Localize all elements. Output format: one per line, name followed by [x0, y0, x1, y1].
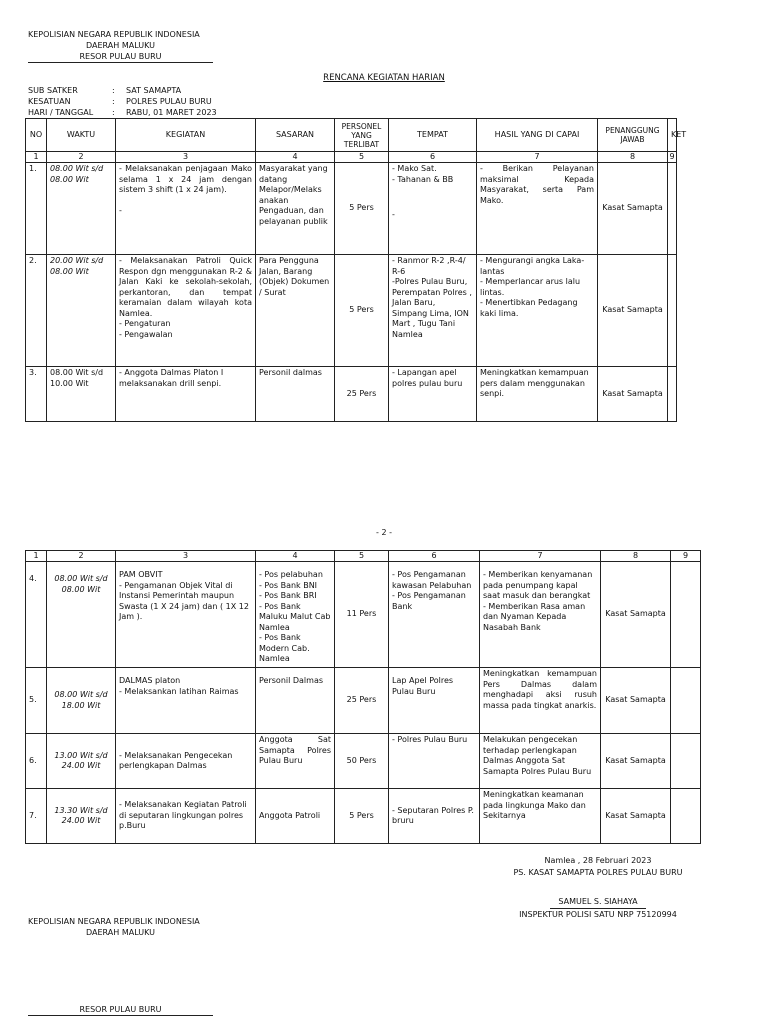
table-row [26, 163, 677, 255]
row-no: 6. [26, 734, 47, 789]
meta-value: POLRES PULAU BURU [126, 97, 212, 106]
signature-block [508, 855, 688, 921]
row-waktu: 08.00 Wit s/d 10.00 Wit [47, 367, 116, 422]
meta-value: SAT SAMAPTA [126, 86, 182, 95]
table-row [26, 734, 701, 789]
signature-position: PS. KASAT SAMAPTA POLRES PULAU BURU [513, 868, 683, 877]
row-sasaran: Personil Dalmas [256, 668, 335, 734]
column-number: 9 [671, 551, 701, 562]
meta-sep: : [112, 108, 115, 117]
letterhead-line1: KEPOLISIAN NEGARA REPUBLIK INDONESIA [28, 30, 200, 39]
page-number: - 2 - [376, 528, 392, 537]
meta-sep: : [112, 97, 115, 106]
document-title: RENCANA KEGIATAN HARIAN [323, 73, 445, 83]
col-header: WAKTU [47, 119, 116, 152]
row-ket [668, 255, 677, 367]
table-header-row [26, 119, 677, 152]
row-kegiatan: - Melaksanakan Kegiatan Patroli di seputaran lingkungan polres p.Buru [116, 789, 256, 844]
row-waktu: 08.00 Wit s/d 18.00 Wit [47, 668, 116, 734]
row-personel: 25 Pers [335, 668, 389, 734]
meta-sep: : [112, 86, 115, 95]
col-header: SASARAN [256, 119, 335, 152]
row-kegiatan: - Melaksanakan Pengecekan perlengkapan Dalmas [116, 734, 256, 789]
row-pj: Kasat Samapta [601, 562, 671, 668]
column-number: 6 [389, 152, 477, 163]
row-waktu: 20.00 Wit s/d 08.00 Wit [47, 255, 116, 367]
column-number: 9 [669, 152, 675, 161]
table-row [26, 562, 701, 668]
footer-line1: KEPOLISIAN NEGARA REPUBLIK INDONESIA [28, 917, 200, 926]
row-no: 5. [26, 668, 47, 734]
column-number: 7 [480, 551, 601, 562]
col-header: KEGIATAN [116, 119, 256, 152]
row-sasaran: Anggota Sat Samapta Polres Pulau Buru [256, 734, 335, 789]
column-number: 2 [47, 152, 116, 163]
row-pj: Kasat Samapta [601, 789, 671, 844]
column-number: 8 [601, 551, 671, 562]
row-no: 4. [26, 562, 47, 668]
column-number: 3 [116, 152, 256, 163]
row-no: 3. [26, 367, 47, 422]
row-hasil: - Memberikan kenyamanan pada penumpang kapal saat masuk dan berangkat - Memberikan Rasa aman dan Nyaman Kepada Nasabah Bank [480, 562, 601, 668]
row-tempat: - Seputaran Polres P. bruru [389, 789, 480, 844]
row-waktu: 08.00 Wit s/d 08.00 Wit [47, 163, 116, 255]
row-personel: 50 Pers [335, 734, 389, 789]
row-ket [671, 562, 701, 668]
table-row [26, 367, 677, 422]
document-meta [28, 85, 217, 118]
row-waktu: 13.30 Wit s/d 24.00 Wit [47, 789, 116, 844]
meta-key: KESATUAN [28, 97, 71, 106]
row-ket [671, 789, 701, 844]
row-pj: Kasat Samapta [598, 255, 668, 367]
table-row [26, 255, 677, 367]
row-tempat: - Ranmor R-2 ,R-4/ R-6 -Polres Pulau Buru, Perempatan Polres , Jalan Baru, Simpang Lima, ION Mart , Tugu Tani Namlea [389, 255, 477, 367]
col-header: NO [26, 119, 47, 152]
column-number: 1 [26, 551, 47, 562]
column-number: 1 [26, 152, 47, 163]
column-number-row [26, 152, 677, 163]
row-personel: 11 Pers [335, 562, 389, 668]
row-hasil: Melakukan pengecekan terhadap perlengkapan Dalmas Anggota Sat Samapta Polres Pulau Buru [480, 734, 601, 789]
row-kegiatan: - Anggota Dalmas Platon I melaksanakan drill senpi. [116, 367, 256, 422]
signature-rank: INSPEKTUR POLISI SATU NRP 75120994 [519, 910, 677, 919]
col-header: TEMPAT [389, 119, 477, 152]
row-tempat: - Mako Sat. - Tahanan & BB - [389, 163, 477, 255]
row-tempat: - Polres Pulau Buru [389, 734, 480, 789]
column-number: 8 [598, 152, 668, 163]
row-hasil: - Berikan Pelayanan maksimal Kepada Masyarakat, serta Pam Mako. [477, 163, 598, 255]
letterhead [28, 29, 213, 63]
column-number: 6 [389, 551, 480, 562]
meta-key: SUB SATKER [28, 86, 78, 95]
row-no: 1. [26, 163, 47, 255]
letterhead-line3: RESOR PULAU BURU [28, 51, 213, 63]
row-hasil: - Mengurangi angka Laka-lantas - Memperlancar arus lalu lintas. - Menertibkan Pedagang kaki lima. [477, 255, 598, 367]
row-sasaran: Anggota Patroli [256, 789, 335, 844]
signature-place-date: Namlea , 28 Februari 2023 [544, 856, 652, 865]
row-ket [668, 163, 677, 255]
row-ket [671, 668, 701, 734]
row-kegiatan: - Melaksanakan penjagaan Mako selama 1 x 24 jam dengan sistem 3 shift (1 x 24 jam). - [116, 163, 256, 255]
row-kegiatan: PAM OBVIT - Pengamanan Objek Vital di Instansi Pemerintah maupun Swasta (1 X 24 jam) dan ( 1X 12 Jam ). [116, 562, 256, 668]
row-personel: 25 Pers [335, 367, 389, 422]
row-sasaran: Personil dalmas [256, 367, 335, 422]
column-number: 5 [335, 551, 389, 562]
row-personel: 5 Pers [335, 163, 389, 255]
table-row [26, 789, 701, 844]
row-tempat: - Pos Pengamanan kawasan Pelabuhan - Pos Pengamanan Bank [389, 562, 480, 668]
column-number: 5 [335, 152, 389, 163]
col-header: KET [668, 119, 677, 152]
row-pj: Kasat Samapta [601, 734, 671, 789]
signature-name: SAMUEL S. SIAHAYA [550, 896, 645, 909]
column-number-row [26, 551, 701, 562]
row-hasil: Meningkatkan kemampuan pers dalam menggunakan senpi. [477, 367, 598, 422]
meta-key: HARI / TANGGAL [28, 108, 94, 117]
row-hasil: Meningkatkan keamanan pada lingkunga Mako dan Sekitarnya [480, 789, 601, 844]
row-kegiatan: DALMAS platon - Melaksankan latihan Raimas [116, 668, 256, 734]
row-personel: 5 Pers [335, 255, 389, 367]
col-header: PERSONEL YANG TERLIBAT [335, 119, 389, 152]
column-number: 4 [256, 152, 335, 163]
row-tempat: Lap Apel Polres Pulau Buru [389, 668, 480, 734]
col-header: HASIL YANG DI CAPAI [477, 119, 598, 152]
col-header: PENANGGUNG JAWAB [598, 119, 668, 152]
meta-row [28, 96, 217, 107]
column-number: 7 [477, 152, 598, 163]
row-ket [671, 734, 701, 789]
row-pj: Kasat Samapta [598, 163, 668, 255]
letterhead-line2: DAERAH MALUKU [86, 41, 155, 50]
row-personel: 5 Pers [335, 789, 389, 844]
row-sasaran: Para Pengguna Jalan, Barang (Objek) Dokumen / Surat [256, 255, 335, 367]
row-waktu: 08.00 Wit s/d 08.00 Wit [47, 562, 116, 668]
row-waktu: 13.00 Wit s/d 24.00 Wit [47, 734, 116, 789]
row-kegiatan: - Melaksanakan Patroli Quick Respon dgn menggunakan R-2 & Jalan Kaki ke sekolah-sekolah, perkantoran, dan tempat keramaian dalam wilayah kota Namlea. - Pengaturan - Pengawalan [116, 255, 256, 367]
row-ket [668, 367, 677, 422]
activity-table-page2 [25, 550, 701, 844]
column-number: 4 [256, 551, 335, 562]
row-sasaran: Masyarakat yang datang Melapor/Melaks anakan Pengaduan, dan pelayanan publik [256, 163, 335, 255]
row-pj: Kasat Samapta [601, 668, 671, 734]
activity-table-page1 [25, 118, 687, 422]
row-tempat: - Lapangan apel polres pulau buru [389, 367, 477, 422]
meta-value: RABU, 01 MARET 2023 [126, 108, 217, 117]
row-no: 2. [26, 255, 47, 367]
footer-line2: DAERAH MALUKU [86, 928, 155, 937]
footer-letterhead [28, 916, 213, 938]
meta-row [28, 107, 217, 118]
meta-row [28, 85, 217, 96]
row-no: 7. [26, 789, 47, 844]
column-number: 2 [47, 551, 116, 562]
column-number: 3 [116, 551, 256, 562]
row-pj: Kasat Samapta [598, 367, 668, 422]
row-hasil: Meningkatkan kemampuan Pers Dalmas dalam menghadapi aksi rusuh massa pada tingkat anarkis. [480, 668, 601, 734]
row-sasaran: - Pos pelabuhan - Pos Bank BNI - Pos Bank BRI - Pos Bank Maluku Malut Cab Namlea - Pos Bank Modern Cab. Namlea [256, 562, 335, 668]
footer-line3: RESOR PULAU BURU [28, 1004, 213, 1016]
table-row [26, 668, 701, 734]
